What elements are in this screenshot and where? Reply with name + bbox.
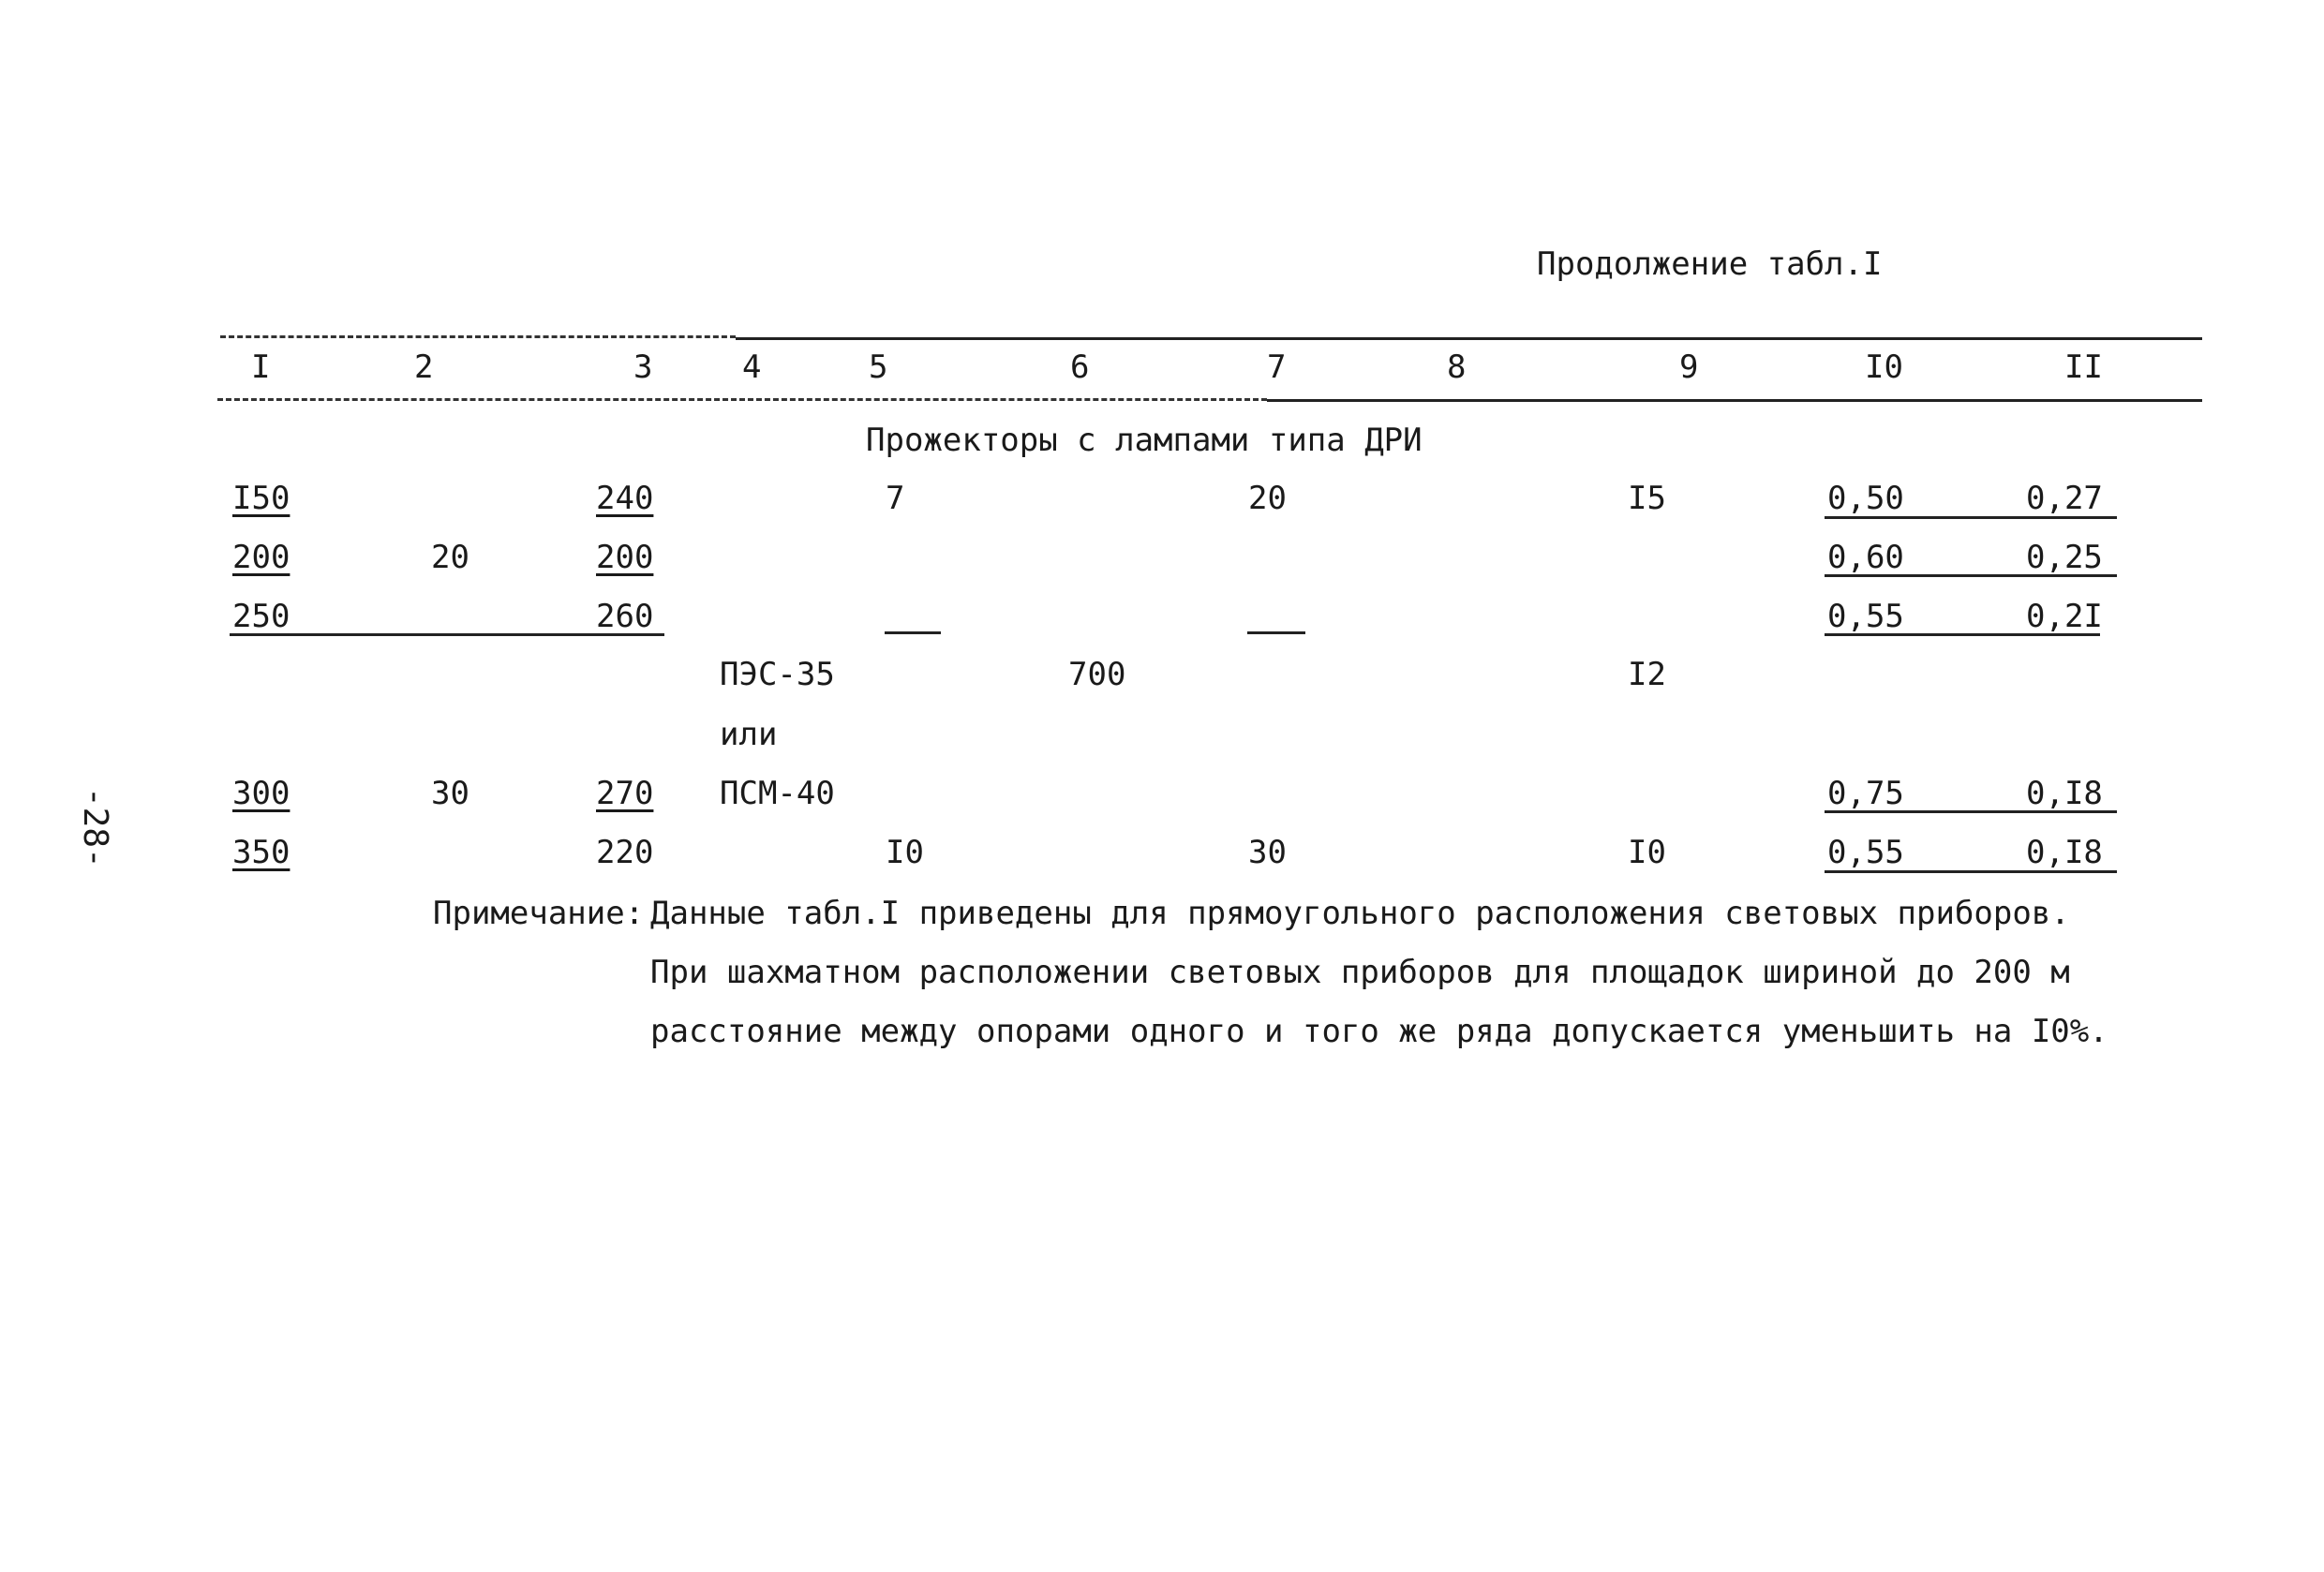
note-line-1: Данные табл.I приведены для прямоугольного расположения световых приборов. (650, 895, 2070, 932)
cell-underline (1825, 516, 2117, 519)
dash-mark (885, 631, 941, 634)
column-header-10: I0 (1865, 349, 1903, 386)
note-line-3: расстояние между опорами одного и того же ряда допускается уменьшить на I0%. (650, 1013, 2108, 1050)
column-header-9: 9 (1679, 349, 1699, 386)
table-cell: I5 (1628, 480, 1666, 517)
table-cell: 30 (1248, 834, 1287, 871)
table-cell: I0 (886, 834, 924, 871)
table-cell: 0,I8 (2026, 775, 2103, 812)
column-header-8: 8 (1447, 349, 1467, 386)
table-cell: 20 (1248, 480, 1287, 517)
group-underline (230, 633, 664, 636)
note-line-2: При шахматном расположении световых приборов для площадок шириной до 200 м (650, 954, 2070, 991)
table-cell: I2 (1628, 656, 1666, 693)
cell-underline (1825, 633, 2100, 636)
table-cell: 0,55 (1827, 834, 1904, 871)
table-cell: 0,I8 (2026, 834, 2103, 871)
table-cell: 250 (232, 598, 290, 635)
cell-underline (1825, 870, 2117, 873)
header-bottom-rule (1267, 399, 2202, 402)
table-cell: 700 (1068, 656, 1126, 693)
table-cell: 30 (431, 775, 469, 812)
table-cell: I50 (232, 480, 290, 517)
table-cell: 0,55 (1827, 598, 1904, 635)
table-cell: I0 (1628, 834, 1666, 871)
table-cell: 200 (232, 539, 290, 576)
column-header-6: 6 (1070, 349, 1090, 386)
column-header-3: 3 (633, 349, 653, 386)
note-label: Примечание: (433, 895, 645, 932)
section-title: Прожекторы с лампами типа ДРИ (866, 422, 1423, 459)
table-cell: 7 (886, 480, 905, 517)
table-cell: 260 (596, 598, 654, 635)
table-cell: 350 (232, 834, 290, 871)
header-top-rule (736, 337, 2202, 340)
table-cell: 300 (232, 775, 290, 812)
header-bottom-rule-left (217, 398, 1267, 401)
column-header-2: 2 (414, 349, 434, 386)
table-cell: 270 (596, 775, 654, 812)
table-cell: 240 (596, 480, 654, 517)
column-header-4: 4 (742, 349, 762, 386)
column-header-7: 7 (1267, 349, 1287, 386)
table-cell: 0,2I (2026, 598, 2103, 635)
table-cell: ПСМ-40 (720, 775, 835, 812)
table-cell: 0,60 (1827, 539, 1904, 576)
column-header-11: II (2064, 349, 2103, 386)
table-cell: 200 (596, 539, 654, 576)
table-cell: 0,25 (2026, 539, 2103, 576)
table-cell: ПЭС-35 (720, 656, 835, 693)
cell-underline (1825, 574, 2117, 577)
dash-mark (1247, 631, 1305, 634)
column-header-1: I (251, 349, 271, 386)
cell-underline (1825, 810, 2117, 813)
table-cell: 0,50 (1827, 480, 1904, 517)
page-number: -28- (76, 787, 114, 868)
table-cell: 0,27 (2026, 480, 2103, 517)
continuation-title: Продолжение табл.I (1537, 245, 1883, 283)
table-cell: 220 (596, 834, 654, 871)
table-cell: 20 (431, 539, 469, 576)
table-cell: 0,75 (1827, 775, 1904, 812)
column-header-5: 5 (869, 349, 888, 386)
table-cell: или (720, 716, 778, 753)
header-top-rule-left (220, 335, 736, 338)
